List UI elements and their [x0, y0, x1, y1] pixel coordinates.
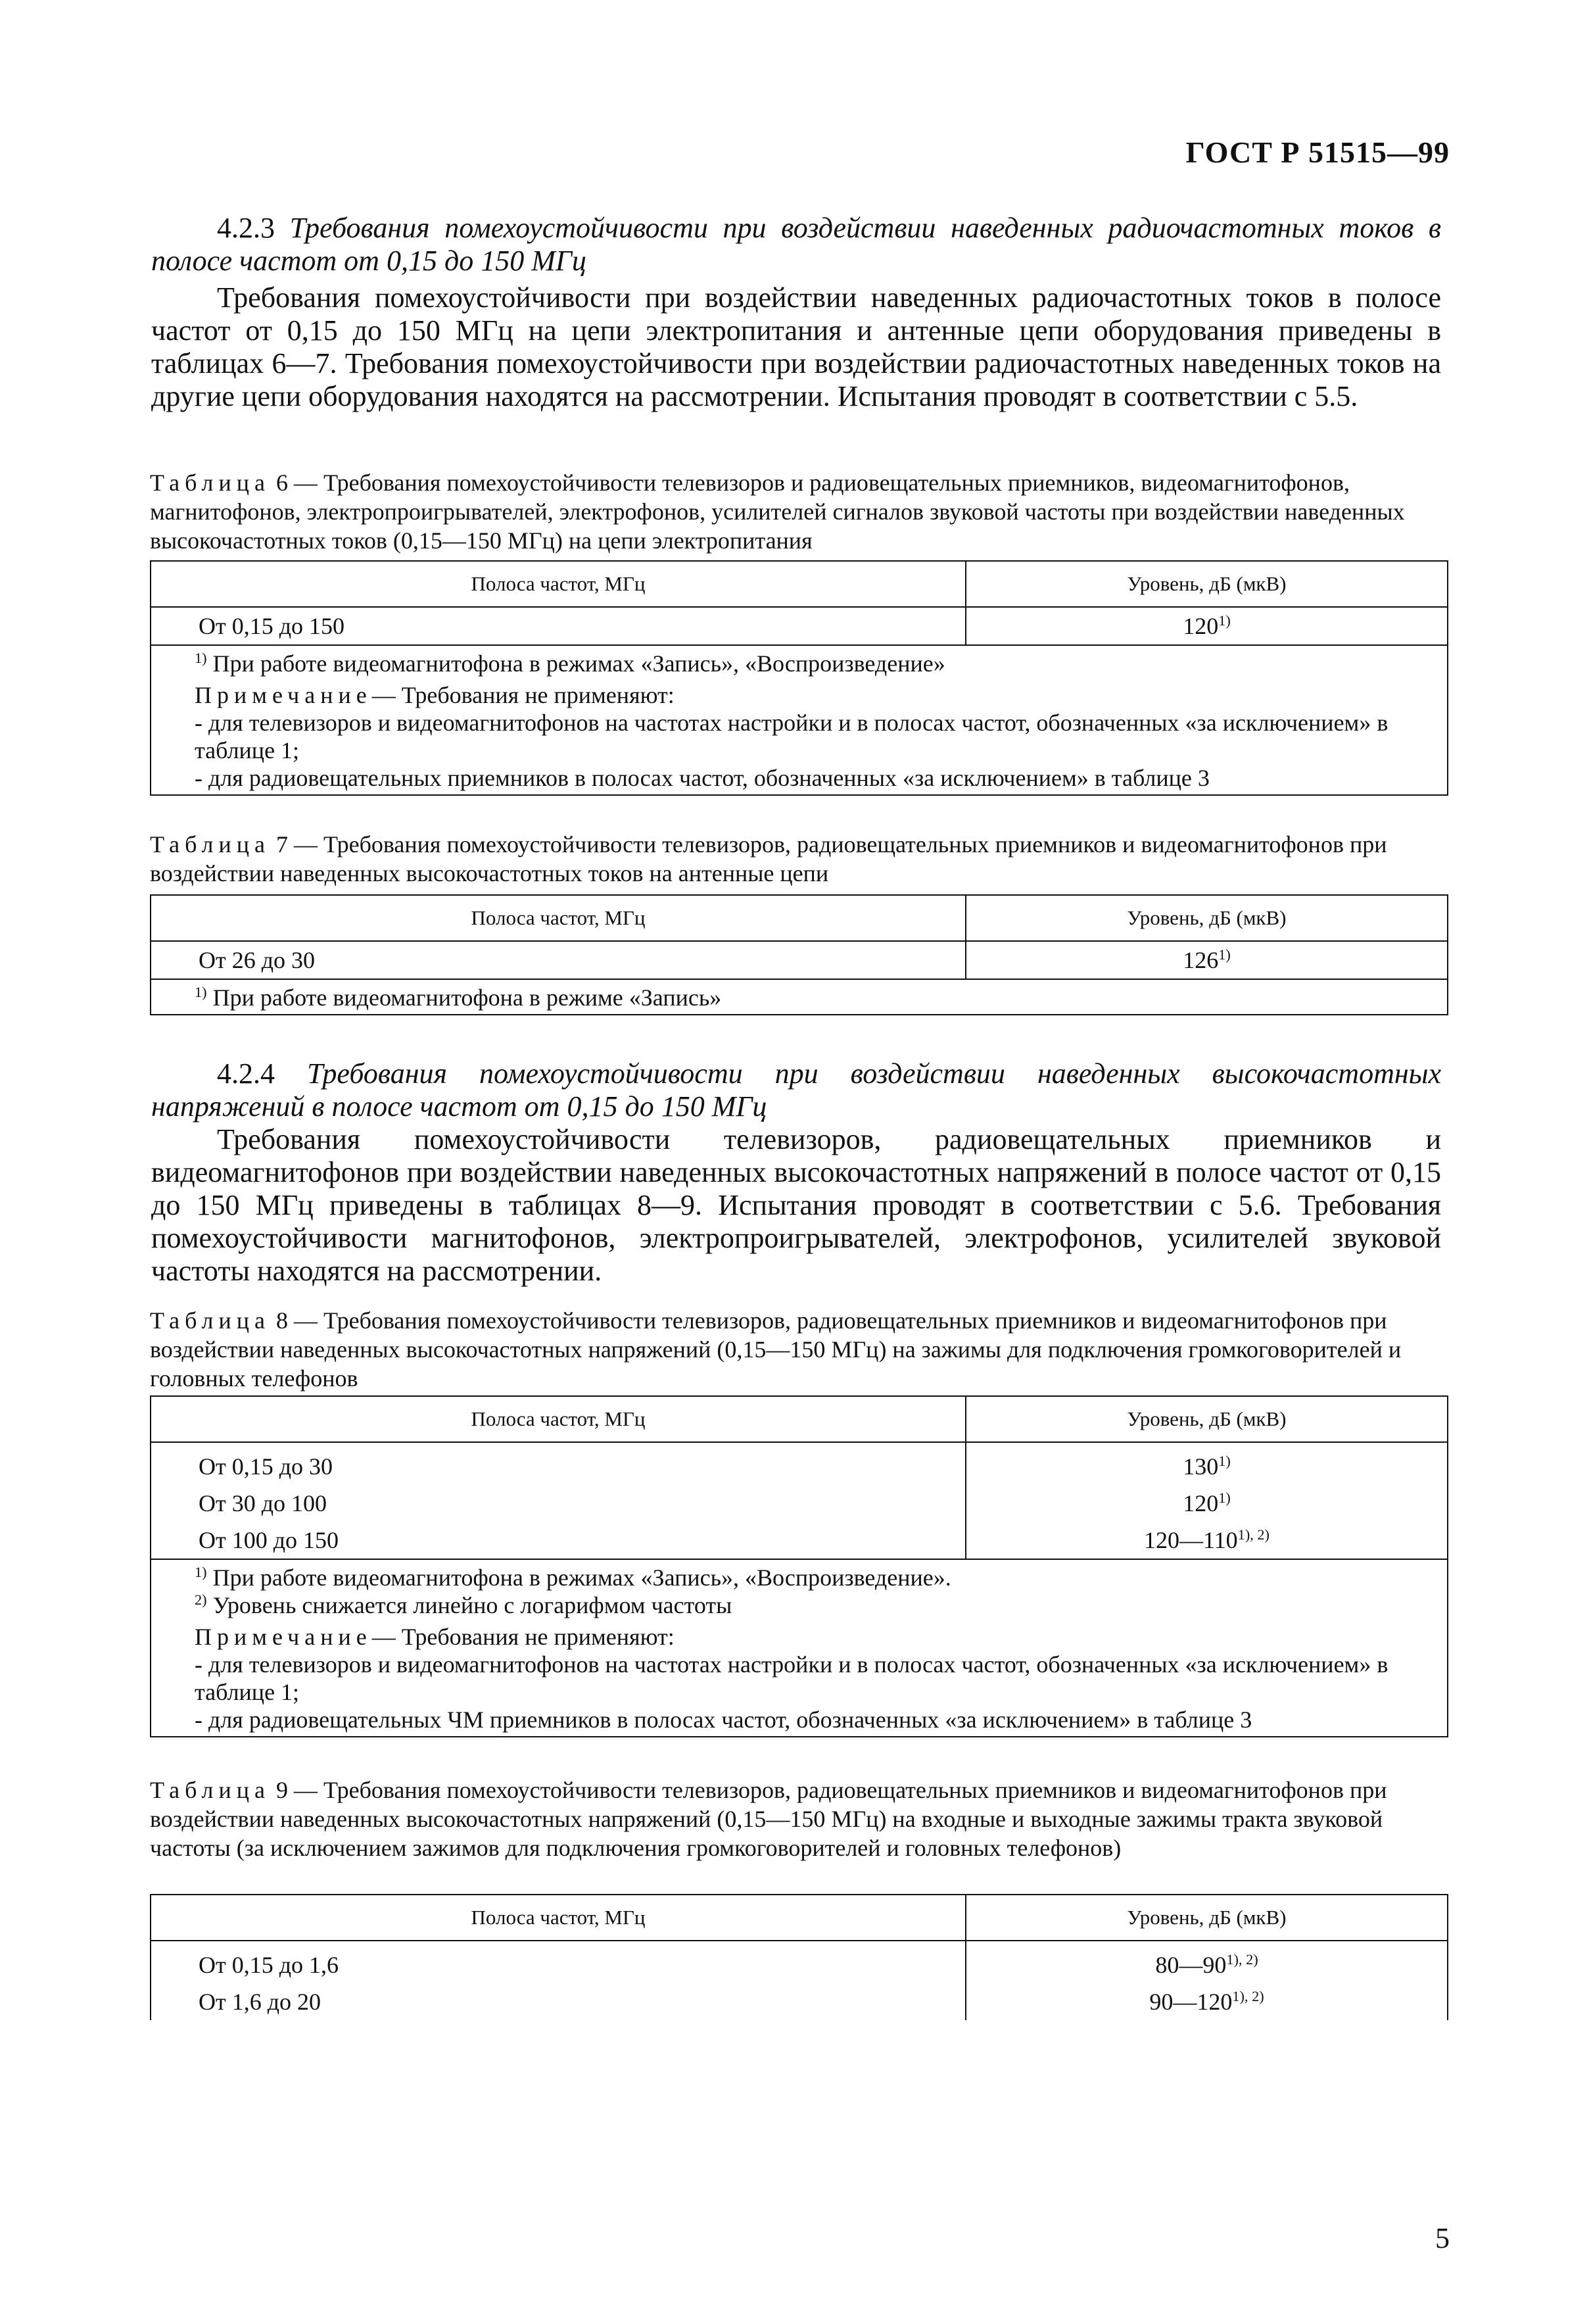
column-header-level: Уровень, дБ (мкВ): [966, 895, 1448, 941]
table-label: Таблица: [150, 1307, 270, 1334]
caption-text: 7 — Требования помехоустойчивости телевизоров, радиовещательных приемников и видеомагнитофонов при воздействии наведенных высокочастотных токов на антенные цепи: [150, 831, 1387, 886]
table-label: Таблица: [150, 831, 270, 858]
table-7-caption: [150, 830, 1448, 888]
caption-text: 9 — Требования помехоустойчивости телевизоров, радиовещательных приемников и видеомагнитофонов при воздействии наведенных высокочастотных напряжений (0,15—150 МГц) на входные и выходные зажимы тракта звуковой частоты (за исключением зажимов для подключения громкоговорителей и головных телефонов): [150, 1777, 1387, 1861]
band-cell: От 26 до 30: [151, 941, 966, 979]
caption-text: 8 — Требования помехоустойчивости телевизоров, радиовещательных приемников и видеомагнитофонов при воздействии наведенных высокочастотных напряжений (0,15—150 МГц) на зажимы для подключения громкоговорителей и головных телефонов: [150, 1307, 1402, 1392]
section-title: Требования помехоустойчивости при воздействии наведенных высокочастотных напряжений в полосе частот от 0,15 до 150 МГц: [151, 1057, 1441, 1123]
table-6-caption: [150, 468, 1448, 555]
level-cell: $80—90^{1), 2)}$ $90—120^{1), 2)}$: [966, 1941, 1448, 2020]
column-header-band: Полоса частот, МГц: [151, 895, 966, 941]
table-note: Примечание— Требования не применяют: - для телевизоров и видеомагнитофонов на частотах настройки и в полосах частот, обозначенных «за исключением» в таблице 1; - для радиовещательных ЧМ приемников в полосах частот, обозначенных «за исключением» в таблице 3: [168, 1623, 1443, 1733]
note-item: - для телевизоров и видеомагнитофонов на частотах настройки и в полосах частот, обозначенных «за исключением» в таблице 1;: [195, 710, 1389, 763]
note-label: Примечание: [195, 682, 372, 708]
table-footnotes: [151, 979, 1448, 1015]
table-footnotes: [151, 645, 1448, 795]
column-header-band: Полоса частот, МГц: [151, 561, 966, 607]
section-4-2-4-body: Требования помехоустойчивости телевизоров, радиовещательных приемников и видеомагнитофонов при воздействии наведенных высокочастотных напряжений в полосе частот от 0,15 до 150 МГц приведены в таблицах 8—9. Испытания проводят в соответствии с 5.6. Требования помехоустойчивости магнитофонов, электропроигрывателей, электрофонов, усилителей звуковой частоты находятся на рассмотрении.: [151, 1123, 1441, 1287]
note-item: - для радиовещательных приемников в полосах частот, обозначенных «за исключением» в таблице 3: [195, 765, 1210, 791]
note-label: Примечание: [195, 1624, 372, 1650]
table-6: [150, 560, 1448, 796]
table-row: [151, 1941, 1448, 2020]
note-item: - для радиовещательных ЧМ приемников в полосах частот, обозначенных «за исключением» в таблице 3: [195, 1707, 1252, 1733]
level-cell: 120$^{1)}$: [966, 607, 1448, 645]
section-number: 4.2.4: [217, 1057, 275, 1090]
section-4-2-3-title: [151, 212, 1441, 278]
note-item: - для телевизоров и видеомагнитофонов на частотах настройки и в полосах частот, обозначенных «за исключением» в таблице 1;: [195, 1651, 1389, 1705]
page-number: 5: [1435, 2222, 1450, 2254]
column-header-band: Полоса частот, МГц: [151, 1895, 966, 1941]
table-9: [150, 1894, 1448, 2020]
table-8: [150, 1395, 1448, 1737]
level-cell: 126$^{1)}$: [966, 941, 1448, 979]
caption-text: 6 — Требования помехоустойчивости телевизоров и радиовещательных приемников, видеомагнитофонов, магнитофонов, электропроигрывателей, электрофонов, усилителей сигналов звуковой частоты при воздействии наведенных высокочастотных токов (0,15—150 МГц) на цепи электропитания: [150, 470, 1405, 554]
band-cell: От 0,15 до 30 От 30 до 100 От 100 до 150: [151, 1442, 966, 1559]
footnote: $^{2)}$ Уровень снижается линейно с логарифмом частоты: [195, 1591, 732, 1618]
table-9-caption: [150, 1776, 1448, 1862]
level-cell: 130$^{1)}$ 120$^{1)}$ $120—110^{1), 2)}$: [966, 1442, 1448, 1559]
column-header-level: Уровень, дБ (мкВ): [966, 561, 1448, 607]
table-note: Примечание— Требования не применяют: - для телевизоров и видеомагнитофонов на частотах настройки и в полосах частот, обозначенных «за исключением» в таблице 1; - для радиовещательных приемников в полосах частот, обозначенных «за исключением» в таблице 3: [168, 681, 1443, 792]
footnote: $^{1)}$ При работе видеомагнитофона в режимах «Запись», «Воспроизведение»: [195, 650, 945, 677]
band-cell: От 0,15 до 150: [151, 607, 966, 645]
section-4-2-3-body: Требования помехоустойчивости при воздействии наведенных радиочастотных токов в полосе частот от 0,15 до 150 МГц на цепи электропитания и антенные цепи оборудования приведены в таблицах 6—7. Требования помехоустойчивости при воздействии радиочастотных наведенных токов на другие цепи оборудования находятся на рассмотрении. Испытания проводят в соответствии с 5.5.: [151, 281, 1441, 412]
table-label: Таблица: [150, 470, 270, 496]
table-row: [151, 1442, 1448, 1559]
column-header-level: Уровень, дБ (мкВ): [966, 1396, 1448, 1442]
column-header-band: Полоса частот, МГц: [151, 1396, 966, 1442]
footnote: $^{1)}$ При работе видеомагнитофона в режимах «Запись», «Воспроизведение».: [195, 1564, 951, 1591]
table-footnotes: [151, 1559, 1448, 1737]
band-cell: От 0,15 до 1,6 От 1,6 до 20: [151, 1941, 966, 2020]
table-label: Таблица: [150, 1777, 270, 1803]
table-7: [150, 894, 1448, 1015]
table-row: [151, 941, 1448, 979]
section-number: 4.2.3: [217, 212, 275, 244]
column-header-level: Уровень, дБ (мкВ): [966, 1895, 1448, 1941]
footnote: $^{1)}$ При работе видеомагнитофона в режиме «Запись»: [195, 984, 722, 1011]
standard-code: ГОСТ Р 51515—99: [1185, 135, 1450, 169]
section-title: Требования помехоустойчивости при воздействии наведенных радиочастотных токов в полосе частот от 0,15 до 150 МГц: [151, 212, 1441, 277]
table-row: [151, 607, 1448, 645]
section-4-2-4-title: [151, 1057, 1441, 1123]
table-8-caption: [150, 1306, 1448, 1393]
